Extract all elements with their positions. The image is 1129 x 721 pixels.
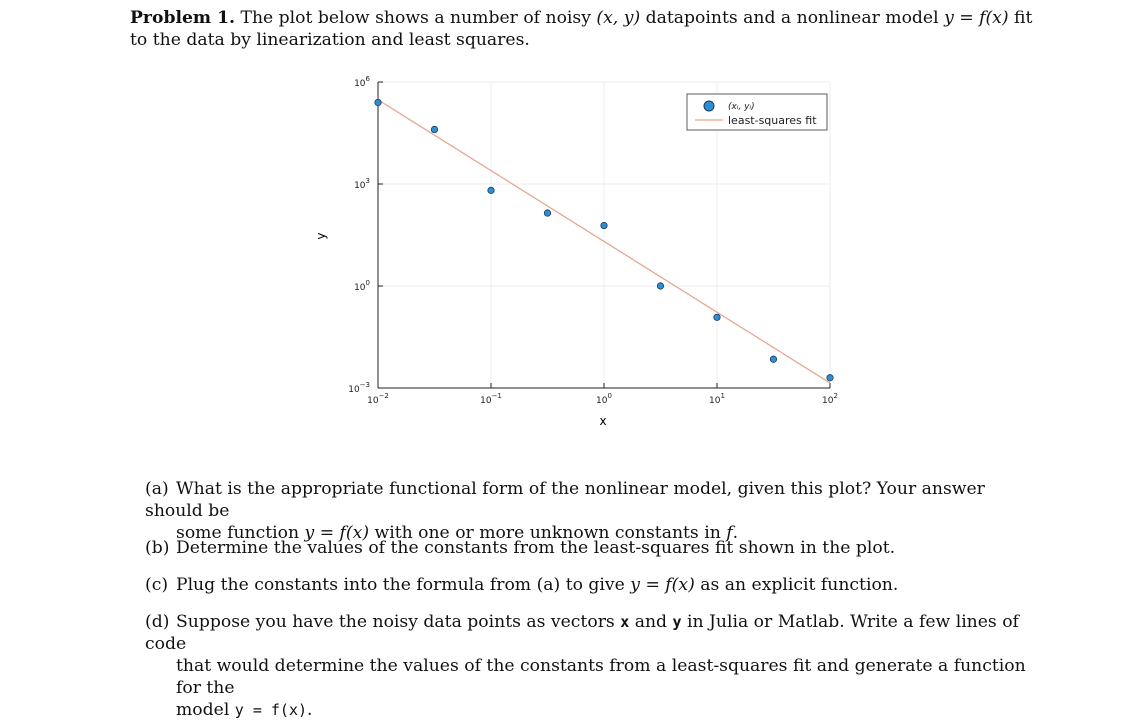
problem-statement xyxy=(130,7,1035,51)
legend-label-points: (xᵢ, yᵢ) xyxy=(728,102,755,112)
question-a-label: (a) xyxy=(145,479,169,499)
question-a-math-2: f xyxy=(726,523,733,543)
problem-label: Problem 1. xyxy=(130,8,236,28)
question-a-text-2: some function xyxy=(176,523,305,543)
x-tick-label: $10^2$ xyxy=(822,392,838,406)
y-tick-label: $10^0$ xyxy=(354,279,370,293)
y-tick-label: $10^6$ xyxy=(354,75,370,89)
data-point xyxy=(544,210,550,216)
problem-math-model: y = f(x) xyxy=(944,8,1009,28)
question-d-code: y = f(x) xyxy=(234,701,308,719)
question-d-text-5: model xyxy=(176,700,235,720)
question-c-text-1: Plug the constants into the formula from (a) to give xyxy=(176,575,631,595)
data-point xyxy=(488,187,494,193)
question-c-math-1: y = f(x) xyxy=(630,575,695,595)
question-d-text-2: and xyxy=(629,612,673,632)
y-tick-label: $10^3$ xyxy=(354,177,370,191)
question-a-text-4: . xyxy=(732,523,739,543)
question-d-text-4: that would determine the values of the constants from a least-squares fit and generate a function for the xyxy=(176,656,1026,698)
data-point xyxy=(657,283,663,289)
x-axis-label: x xyxy=(599,414,607,428)
question-d-var-y: y xyxy=(672,613,682,631)
question-d-var-x: x xyxy=(620,613,630,631)
x-tick-label: $10^{-1}$ xyxy=(480,392,502,406)
question-d-text-1: Suppose you have the noisy data points as vectors xyxy=(176,612,621,632)
loglog-scatter-plot xyxy=(300,70,860,440)
y-tick-label: $10^{-3}$ xyxy=(348,381,370,395)
question-c-label: (c) xyxy=(145,575,169,595)
problem-math-xy: (x, y) xyxy=(596,8,641,28)
x-tick-label: $10^1$ xyxy=(709,392,725,406)
question-a xyxy=(145,478,1035,544)
question-c xyxy=(145,574,1035,596)
question-b xyxy=(145,537,1035,559)
data-point xyxy=(714,314,720,320)
question-a-text-3: with one or more unknown constants in xyxy=(369,523,727,543)
data-point xyxy=(431,126,437,132)
question-d-label: (d) xyxy=(145,612,170,632)
question-d-text-6: . xyxy=(307,700,313,720)
question-a-text-1: What is the appropriate functional form of the nonlinear model, given this plot? Your answer should be xyxy=(145,479,985,521)
question-b-text: Determine the values of the constants from the least-squares fit shown in the plot. xyxy=(176,538,896,558)
question-d xyxy=(145,611,1035,721)
legend-label-fit: least-squares fit xyxy=(728,114,817,127)
plot-legend xyxy=(687,94,827,130)
legend-marker-icon xyxy=(704,101,714,111)
problem-text-2: datapoints and a nonlinear model xyxy=(640,8,945,28)
data-point xyxy=(770,356,776,362)
problem-text-1: The plot below shows a number of noisy xyxy=(235,8,597,28)
data-point xyxy=(601,222,607,228)
question-d-text-3: in Julia or Matlab. Write a few lines of code xyxy=(145,612,1019,654)
question-a-math-1: y = f(x) xyxy=(304,523,370,543)
data-point xyxy=(375,99,381,105)
x-tick-label: $10^0$ xyxy=(596,392,612,406)
question-c-text-2: as an explicit function. xyxy=(694,575,899,595)
question-b-label: (b) xyxy=(145,538,170,558)
problem-text-3: fit to the data by linearization and least squares. xyxy=(130,8,1033,50)
y-axis-label: y xyxy=(314,232,328,240)
data-point xyxy=(827,375,833,381)
x-tick-label: $10^{-2}$ xyxy=(367,392,389,406)
